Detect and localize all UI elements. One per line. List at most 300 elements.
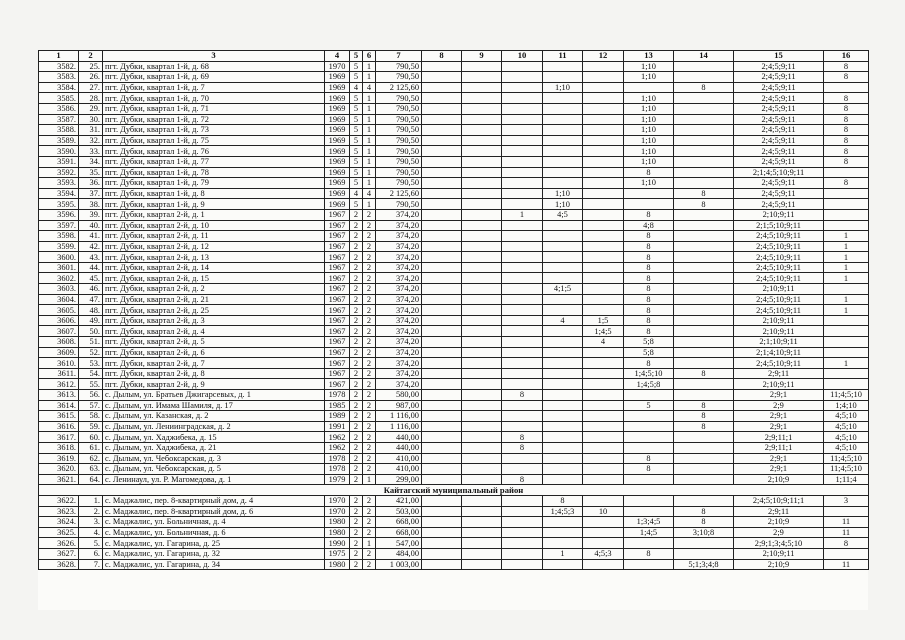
col-11-cell: 4;5 xyxy=(543,209,583,220)
floors-cell: 2 xyxy=(350,284,363,295)
area-cell: 374,20 xyxy=(376,273,422,284)
area-cell: 374,20 xyxy=(376,326,422,337)
table-row xyxy=(39,93,869,104)
floors-cell: 2 xyxy=(350,506,363,517)
floors-cell: 2 xyxy=(350,517,363,528)
floors-cell: 2 xyxy=(350,442,363,453)
col-8-cell xyxy=(422,527,462,538)
col-10-cell xyxy=(502,517,543,528)
area-cell: 410,00 xyxy=(376,464,422,475)
year-built-cell: 1980 xyxy=(325,559,350,570)
table-row xyxy=(39,262,869,273)
col-9-cell xyxy=(462,93,502,104)
entrances-cell: 2 xyxy=(363,252,376,263)
col-9-cell xyxy=(462,252,502,263)
entrances-cell: 2 xyxy=(363,464,376,475)
entrances-cell: 1 xyxy=(363,125,376,136)
col-9-cell xyxy=(462,347,502,358)
section-row xyxy=(39,485,869,496)
col-12-cell xyxy=(583,474,624,485)
local-number-cell: 60. xyxy=(79,432,103,443)
col-13-cell xyxy=(624,421,674,432)
local-number-cell: 35. xyxy=(79,167,103,178)
col-15-cell: 2;4;5;9;11 xyxy=(734,125,824,136)
table-row xyxy=(39,421,869,432)
entrances-cell: 2 xyxy=(363,432,376,443)
col-12-cell xyxy=(583,379,624,390)
col-10-cell xyxy=(502,315,543,326)
col-16-cell: 8 xyxy=(824,114,869,125)
col-11-cell xyxy=(543,379,583,390)
floors-cell: 2 xyxy=(350,305,363,316)
col-13-cell: 8 xyxy=(624,305,674,316)
local-number-cell: 55. xyxy=(79,379,103,390)
col-8-cell xyxy=(422,93,462,104)
col-9-cell xyxy=(462,559,502,570)
row-number-cell: 3604. xyxy=(39,294,79,305)
entrances-cell: 2 xyxy=(363,315,376,326)
col-8-cell xyxy=(422,538,462,549)
year-built-cell: 1967 xyxy=(325,262,350,273)
col-14-cell xyxy=(674,220,734,231)
col-16-cell: 8 xyxy=(824,72,869,83)
local-number-cell: 46. xyxy=(79,284,103,295)
local-number-cell: 30. xyxy=(79,114,103,125)
entrances-cell: 2 xyxy=(363,379,376,390)
table-row xyxy=(39,506,869,517)
row-number-cell: 3626. xyxy=(39,538,79,549)
local-number-cell: 32. xyxy=(79,135,103,146)
col-8-cell xyxy=(422,241,462,252)
row-number-cell: 3598. xyxy=(39,231,79,242)
address-cell: с. Дылым, ул. Казанская, д. 2 xyxy=(103,411,325,422)
row-number-cell: 3594. xyxy=(39,188,79,199)
local-number-cell: 39. xyxy=(79,209,103,220)
column-header-7: 7 xyxy=(376,51,422,62)
col-11-cell xyxy=(543,421,583,432)
col-8-cell xyxy=(422,379,462,390)
col-9-cell xyxy=(462,284,502,295)
col-11-cell xyxy=(543,368,583,379)
col-11-cell: 1;4;5;3 xyxy=(543,506,583,517)
col-16-cell: 8 xyxy=(824,93,869,104)
area-cell: 790,50 xyxy=(376,167,422,178)
col-12-cell: 4;5;3 xyxy=(583,548,624,559)
column-header-6: 6 xyxy=(363,51,376,62)
year-built-cell: 1969 xyxy=(325,93,350,104)
col-10-cell xyxy=(502,273,543,284)
col-8-cell xyxy=(422,178,462,189)
col-13-cell xyxy=(624,538,674,549)
col-16-cell: 8 xyxy=(824,61,869,72)
table-row xyxy=(39,146,869,157)
local-number-cell: 6. xyxy=(79,548,103,559)
table-row xyxy=(39,305,869,316)
entrances-cell: 1 xyxy=(363,156,376,167)
entrances-cell: 1 xyxy=(363,146,376,157)
col-12-cell xyxy=(583,241,624,252)
entrances-cell: 2 xyxy=(363,284,376,295)
local-number-cell: 36. xyxy=(79,178,103,189)
col-11-cell xyxy=(543,474,583,485)
col-10-cell: 8 xyxy=(502,432,543,443)
year-built-cell: 1969 xyxy=(325,156,350,167)
col-11-cell xyxy=(543,72,583,83)
col-8-cell xyxy=(422,262,462,273)
col-9-cell xyxy=(462,231,502,242)
address-cell: пгт. Дубки, квартал 1-й, д. 70 xyxy=(103,93,325,104)
col-8-cell xyxy=(422,294,462,305)
area-cell: 790,50 xyxy=(376,135,422,146)
local-number-cell: 40. xyxy=(79,220,103,231)
col-9-cell xyxy=(462,379,502,390)
area-cell: 484,00 xyxy=(376,548,422,559)
year-built-cell: 1969 xyxy=(325,188,350,199)
col-12-cell xyxy=(583,252,624,263)
col-11-cell xyxy=(543,559,583,570)
col-11-cell xyxy=(543,220,583,231)
row-number-cell: 3618. xyxy=(39,442,79,453)
floors-cell: 2 xyxy=(350,220,363,231)
col-9-cell xyxy=(462,220,502,231)
col-11-cell xyxy=(543,464,583,475)
floors-cell: 2 xyxy=(350,527,363,538)
local-number-cell: 63. xyxy=(79,464,103,475)
col-14-cell xyxy=(674,262,734,273)
col-10-cell xyxy=(502,506,543,517)
row-number-cell: 3584. xyxy=(39,82,79,93)
col-9-cell xyxy=(462,400,502,411)
year-built-cell: 1967 xyxy=(325,368,350,379)
column-header-3: 3 xyxy=(103,51,325,62)
col-10-cell xyxy=(502,294,543,305)
col-12-cell xyxy=(583,421,624,432)
area-cell: 374,20 xyxy=(376,241,422,252)
table-row xyxy=(39,72,869,83)
col-15-cell: 2;1;4;10;9;11 xyxy=(734,347,824,358)
area-cell: 374,20 xyxy=(376,262,422,273)
entrances-cell: 2 xyxy=(363,273,376,284)
col-8-cell xyxy=(422,72,462,83)
col-15-cell: 2;9;1 xyxy=(734,390,824,401)
col-16-cell: 11;4;5;10 xyxy=(824,453,869,464)
row-number-cell: 3595. xyxy=(39,199,79,210)
area-cell: 503,00 xyxy=(376,506,422,517)
col-14-cell: 8 xyxy=(674,517,734,528)
column-header-9: 9 xyxy=(462,51,502,62)
col-8-cell xyxy=(422,284,462,295)
col-14-cell xyxy=(674,72,734,83)
col-12-cell xyxy=(583,453,624,464)
local-number-cell: 62. xyxy=(79,453,103,464)
col-14-cell xyxy=(674,156,734,167)
col-13-cell: 8 xyxy=(624,262,674,273)
row-number-cell: 3585. xyxy=(39,93,79,104)
col-16-cell xyxy=(824,506,869,517)
col-9-cell xyxy=(462,156,502,167)
table-row xyxy=(39,135,869,146)
col-10-cell xyxy=(502,93,543,104)
year-built-cell: 1967 xyxy=(325,241,350,252)
col-8-cell xyxy=(422,358,462,369)
col-16-cell: 8 xyxy=(824,178,869,189)
col-14-cell xyxy=(674,305,734,316)
col-13-cell: 5;8 xyxy=(624,347,674,358)
col-9-cell xyxy=(462,390,502,401)
col-14-cell xyxy=(674,347,734,358)
area-cell: 440,00 xyxy=(376,432,422,443)
col-16-cell xyxy=(824,337,869,348)
entrances-cell: 4 xyxy=(363,188,376,199)
col-11-cell xyxy=(543,61,583,72)
col-16-cell xyxy=(824,82,869,93)
col-15-cell: 2;10;9;11 xyxy=(734,379,824,390)
table-row xyxy=(39,538,869,549)
col-11-cell xyxy=(543,337,583,348)
col-11-cell xyxy=(543,231,583,242)
table-row xyxy=(39,188,869,199)
col-14-cell xyxy=(674,241,734,252)
col-12-cell: 4 xyxy=(583,337,624,348)
floors-cell: 5 xyxy=(350,156,363,167)
col-13-cell: 1;10 xyxy=(624,125,674,136)
col-9-cell xyxy=(462,135,502,146)
col-8-cell xyxy=(422,82,462,93)
col-8-cell xyxy=(422,390,462,401)
col-14-cell xyxy=(674,178,734,189)
table-row xyxy=(39,390,869,401)
floors-cell: 2 xyxy=(350,262,363,273)
col-9-cell xyxy=(462,474,502,485)
col-15-cell: 2;4;5;9;11 xyxy=(734,135,824,146)
table-row xyxy=(39,167,869,178)
entrances-cell: 2 xyxy=(363,548,376,559)
floors-cell: 2 xyxy=(350,273,363,284)
col-14-cell xyxy=(674,114,734,125)
col-15-cell: 2;4;5;9;11 xyxy=(734,61,824,72)
address-cell: с. Дылым, ул. Братьев Джигарсевых, д. 1 xyxy=(103,390,325,401)
col-11-cell xyxy=(543,358,583,369)
col-10-cell xyxy=(502,114,543,125)
area-cell: 1 116,00 xyxy=(376,411,422,422)
col-15-cell: 2;10;9;11 xyxy=(734,548,824,559)
floors-cell: 5 xyxy=(350,146,363,157)
col-16-cell: 11;4;5;10 xyxy=(824,464,869,475)
col-15-cell: 2;9;1 xyxy=(734,421,824,432)
local-number-cell: 27. xyxy=(79,82,103,93)
table-row xyxy=(39,220,869,231)
entrances-cell: 2 xyxy=(363,517,376,528)
col-9-cell xyxy=(462,358,502,369)
area-cell: 790,50 xyxy=(376,61,422,72)
col-16-cell: 4;5;10 xyxy=(824,411,869,422)
col-16-cell: 8 xyxy=(824,146,869,157)
row-number-cell: 3609. xyxy=(39,347,79,358)
col-15-cell: 2;4;5;10;9;11 xyxy=(734,305,824,316)
area-cell: 374,20 xyxy=(376,209,422,220)
entrances-cell: 2 xyxy=(363,506,376,517)
col-11-cell: 4 xyxy=(543,315,583,326)
local-number-cell: 44. xyxy=(79,262,103,273)
col-15-cell: 2;10;9;11 xyxy=(734,284,824,295)
col-12-cell xyxy=(583,442,624,453)
col-15-cell: 2;9;11;1 xyxy=(734,432,824,443)
row-number-cell: 3625. xyxy=(39,527,79,538)
col-14-cell xyxy=(674,453,734,464)
row-number-cell: 3617. xyxy=(39,432,79,443)
col-14-cell: 8 xyxy=(674,400,734,411)
row-number-cell: 3610. xyxy=(39,358,79,369)
col-15-cell: 2;4;5;10;9;11;1 xyxy=(734,495,824,506)
col-13-cell: 8 xyxy=(624,209,674,220)
entrances-cell: 2 xyxy=(363,421,376,432)
address-cell: пгт. Дубки, квартал 1-й, д. 78 xyxy=(103,167,325,178)
col-16-cell xyxy=(824,368,869,379)
col-15-cell: 2;4;5;10;9;11 xyxy=(734,252,824,263)
col-13-cell: 5 xyxy=(624,400,674,411)
floors-cell: 2 xyxy=(350,390,363,401)
col-14-cell: 8 xyxy=(674,368,734,379)
col-14-cell: 8 xyxy=(674,421,734,432)
row-number-cell: 3627. xyxy=(39,548,79,559)
col-15-cell: 2;9;1 xyxy=(734,464,824,475)
year-built-cell: 1970 xyxy=(325,495,350,506)
local-number-cell: 43. xyxy=(79,252,103,263)
local-number-cell: 53. xyxy=(79,358,103,369)
address-cell: пгт. Дубки, квартал 2-й, д. 14 xyxy=(103,262,325,273)
row-number-cell: 3619. xyxy=(39,453,79,464)
table-row xyxy=(39,337,869,348)
year-built-cell: 1969 xyxy=(325,103,350,114)
address-cell: пгт. Дубки, квартал 2-й, д. 6 xyxy=(103,347,325,358)
col-13-cell: 1;10 xyxy=(624,146,674,157)
area-cell: 374,20 xyxy=(376,379,422,390)
col-15-cell: 2;4;5;10;9;11 xyxy=(734,273,824,284)
col-13-cell: 8 xyxy=(624,252,674,263)
col-10-cell xyxy=(502,125,543,136)
col-12-cell xyxy=(583,209,624,220)
col-16-cell: 3 xyxy=(824,495,869,506)
col-10-cell xyxy=(502,337,543,348)
col-15-cell: 2;4;5;9;11 xyxy=(734,156,824,167)
col-11-cell xyxy=(543,527,583,538)
col-15-cell: 2;4;5;9;11 xyxy=(734,199,824,210)
local-number-cell: 47. xyxy=(79,294,103,305)
area-cell: 547,00 xyxy=(376,538,422,549)
col-10-cell xyxy=(502,411,543,422)
col-10-cell xyxy=(502,347,543,358)
col-13-cell: 8 xyxy=(624,284,674,295)
col-11-cell xyxy=(543,517,583,528)
col-13-cell xyxy=(624,559,674,570)
col-10-cell xyxy=(502,495,543,506)
column-number-header-row xyxy=(39,51,869,62)
col-9-cell xyxy=(462,326,502,337)
col-14-cell xyxy=(674,273,734,284)
year-built-cell: 1991 xyxy=(325,421,350,432)
col-13-cell: 1;4;5 xyxy=(624,527,674,538)
year-built-cell: 1967 xyxy=(325,305,350,316)
col-15-cell: 2;10;9;11 xyxy=(734,315,824,326)
col-11-cell: 1;10 xyxy=(543,82,583,93)
col-9-cell xyxy=(462,72,502,83)
table-row xyxy=(39,495,869,506)
entrances-cell: 2 xyxy=(363,495,376,506)
col-9-cell xyxy=(462,442,502,453)
col-10-cell xyxy=(502,135,543,146)
col-8-cell xyxy=(422,273,462,284)
col-16-cell: 8 xyxy=(824,103,869,114)
area-cell: 668,00 xyxy=(376,517,422,528)
table-row xyxy=(39,315,869,326)
area-cell: 790,50 xyxy=(376,125,422,136)
address-cell: пгт. Дубки, квартал 1-й, д. 68 xyxy=(103,61,325,72)
floors-cell: 2 xyxy=(350,453,363,464)
area-cell: 2 125,60 xyxy=(376,82,422,93)
entrances-cell: 2 xyxy=(363,326,376,337)
col-13-cell: 8 xyxy=(624,453,674,464)
local-number-cell: 61. xyxy=(79,442,103,453)
col-16-cell: 1 xyxy=(824,262,869,273)
col-12-cell xyxy=(583,220,624,231)
table-row xyxy=(39,411,869,422)
col-12-cell xyxy=(583,178,624,189)
floors-cell: 2 xyxy=(350,294,363,305)
row-number-cell: 3612. xyxy=(39,379,79,390)
entrances-cell: 1 xyxy=(363,178,376,189)
col-12-cell xyxy=(583,400,624,411)
col-14-cell: 8 xyxy=(674,188,734,199)
col-8-cell xyxy=(422,453,462,464)
col-14-cell xyxy=(674,125,734,136)
address-cell: пгт. Дубки, квартал 2-й, д. 9 xyxy=(103,379,325,390)
row-number-cell: 3589. xyxy=(39,135,79,146)
floors-cell: 2 xyxy=(350,231,363,242)
floors-cell: 2 xyxy=(350,411,363,422)
address-cell: пгт. Дубки, квартал 2-й, д. 7 xyxy=(103,358,325,369)
floors-cell: 2 xyxy=(350,474,363,485)
col-13-cell: 8 xyxy=(624,241,674,252)
area-cell: 374,20 xyxy=(376,368,422,379)
col-9-cell xyxy=(462,538,502,549)
col-10-cell: 1 xyxy=(502,209,543,220)
col-15-cell: 2;9 xyxy=(734,400,824,411)
col-13-cell: 8 xyxy=(624,358,674,369)
entrances-cell: 4 xyxy=(363,82,376,93)
year-built-cell: 1969 xyxy=(325,72,350,83)
address-cell: пгт. Дубки, квартал 2-й, д. 3 xyxy=(103,315,325,326)
col-9-cell xyxy=(462,495,502,506)
address-cell: пгт. Дубки, квартал 2-й, д. 12 xyxy=(103,241,325,252)
area-cell: 374,20 xyxy=(376,252,422,263)
col-14-cell xyxy=(674,379,734,390)
col-11-cell: 1 xyxy=(543,548,583,559)
col-13-cell: 1;10 xyxy=(624,156,674,167)
col-12-cell xyxy=(583,156,624,167)
address-cell: пгт. Дубки, квартал 1-й, д. 8 xyxy=(103,188,325,199)
row-number-cell: 3591. xyxy=(39,156,79,167)
col-15-cell: 2;1;10;9;11 xyxy=(734,337,824,348)
address-cell: пгт. Дубки, квартал 1-й, д. 71 xyxy=(103,103,325,114)
col-10-cell xyxy=(502,262,543,273)
floors-cell: 2 xyxy=(350,559,363,570)
local-number-cell: 49. xyxy=(79,315,103,326)
area-cell: 374,20 xyxy=(376,284,422,295)
col-12-cell xyxy=(583,495,624,506)
col-14-cell xyxy=(674,284,734,295)
col-10-cell xyxy=(502,548,543,559)
col-8-cell xyxy=(422,114,462,125)
